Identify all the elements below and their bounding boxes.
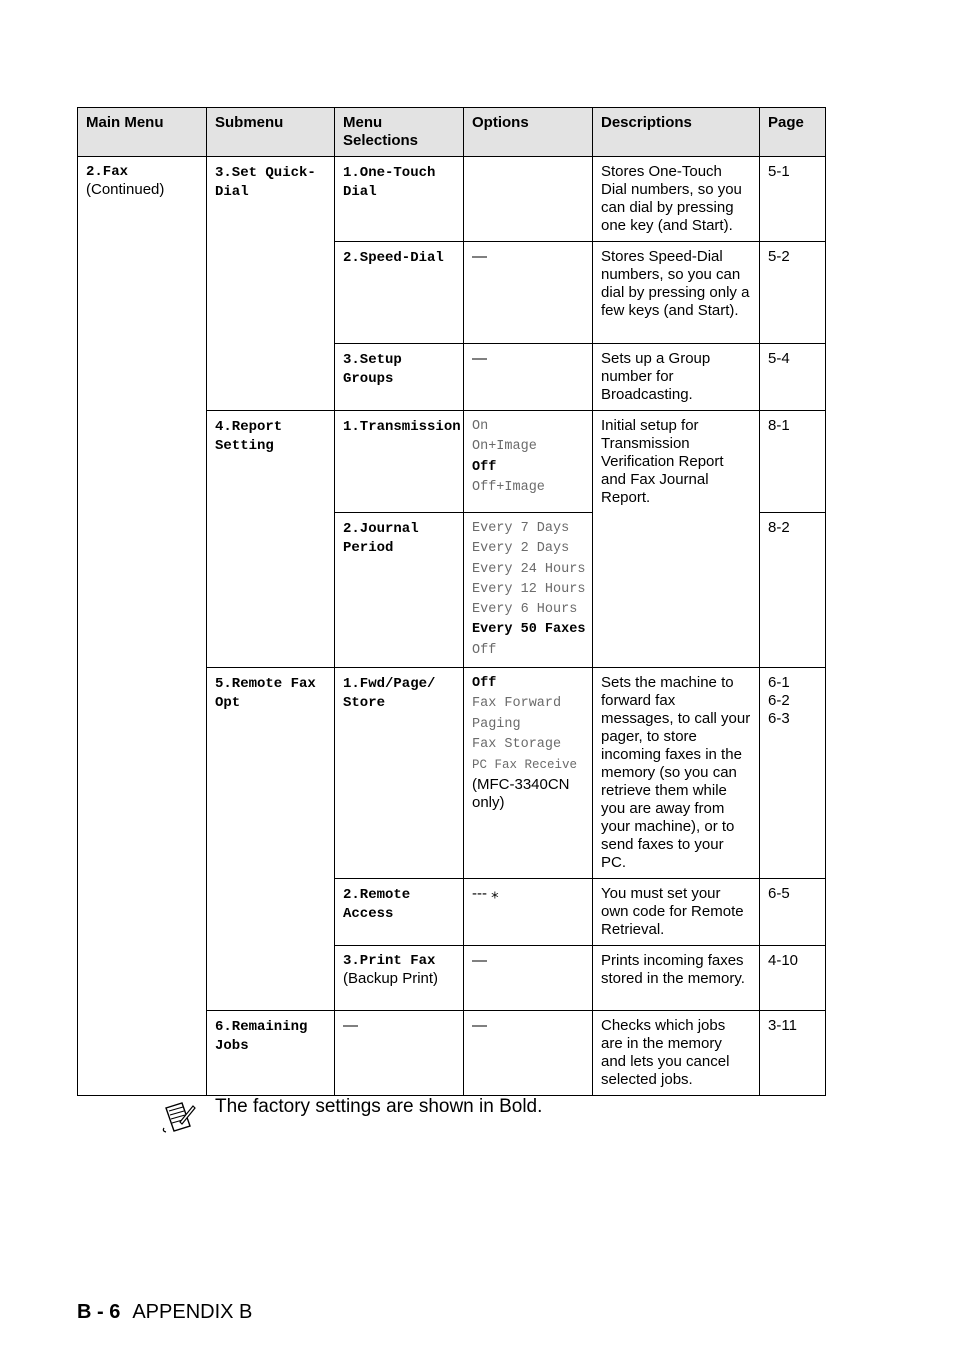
page-print-fax: 4-10	[760, 946, 826, 1011]
option-item: Every 6 Hours	[472, 602, 578, 618]
option-item: On+Image	[472, 439, 537, 455]
page-remote-access: 6-5	[760, 879, 826, 946]
main-menu-code: 2.Fax	[86, 164, 129, 180]
options-print-fax: —	[464, 946, 593, 1011]
options-fwd-page-store	[464, 668, 593, 879]
page-journal-period: 8-2	[760, 513, 826, 668]
options-note: (MFC-3340CN only)	[472, 775, 570, 811]
option-item: Off	[472, 642, 497, 658]
description-setup-groups: Sets up a Group number for Broadcasting.	[593, 344, 760, 411]
header-submenu: Submenu	[207, 108, 335, 157]
option-item: Off+Image	[472, 479, 545, 495]
options-remaining-jobs: —	[464, 1011, 593, 1096]
option-item: Fax Storage	[472, 736, 562, 752]
description-print-fax: Prints incoming faxes stored in the memory.	[593, 946, 760, 1011]
options-speed-dial: —	[464, 242, 593, 344]
options-transmission	[464, 411, 593, 513]
submenu-remote-fax-opt: 5.Remote Fax Opt	[207, 668, 335, 1011]
option-item: On	[472, 419, 489, 434]
selection-remaining-jobs: —	[335, 1011, 464, 1096]
options-setup-groups: —	[464, 344, 593, 411]
selection-remote-access: 2.Remote Access	[335, 879, 464, 946]
option-item: PC Fax Receive	[472, 758, 578, 773]
page-speed-dial: 5-2	[760, 242, 826, 344]
selection-journal-period: 2.Journal Period	[335, 513, 464, 668]
option-item: Paging	[472, 716, 521, 732]
selection-print-fax: 3.Print Fax (Backup Print)	[335, 946, 464, 1011]
header-options: Options	[464, 108, 593, 157]
page-one-touch: 5-1	[760, 157, 826, 242]
page-remaining-jobs: 3-11	[760, 1011, 826, 1096]
main-menu-cell	[78, 157, 207, 1096]
selection-one-touch: 1.One-Touch Dial	[335, 157, 464, 242]
options-remote-access: --- ⁎	[464, 879, 593, 946]
page-transmission: 8-1	[760, 411, 826, 513]
description-speed-dial: Stores Speed-Dial numbers, so you can dial by pressing only a few keys (and Start).	[593, 242, 760, 344]
header-descriptions: Descriptions	[593, 108, 760, 157]
option-item: Fax Forward	[472, 696, 562, 712]
section-title: APPENDIX B	[132, 1301, 253, 1323]
description-remote-access: You must set your own code for Remote Retrieval.	[593, 879, 760, 946]
description-remaining-jobs: Checks which jobs are in the memory and lets you cancel selected jobs.	[593, 1011, 760, 1096]
table-row	[78, 157, 826, 242]
option-item: Every 7 Days	[472, 521, 570, 536]
note-pad-icon	[160, 1098, 196, 1134]
selection-setup-groups: 3.Setup Groups	[335, 344, 464, 411]
selection-transmission: 1.Transmission	[335, 411, 464, 513]
submenu-report-setting: 4.Report Setting	[207, 411, 335, 668]
header-main-menu: Main Menu	[78, 108, 207, 157]
option-item: Every 24 Hours	[472, 561, 586, 577]
submenu-remaining-jobs: 6.Remaining Jobs	[207, 1011, 335, 1096]
note	[160, 1096, 860, 1136]
description-report-setting: Initial setup for Transmission Verification Report and Fax Journal Report.	[593, 411, 760, 668]
option-item: Every 12 Hours	[472, 581, 586, 597]
option-item-default: Off	[472, 676, 497, 692]
note-text: The factory settings are shown in Bold.	[215, 1096, 543, 1117]
page-number: B - 6	[77, 1301, 121, 1323]
header-row	[78, 108, 826, 157]
page-fwd-page-store: 6-1 6-2 6-3	[760, 668, 826, 879]
menu-table	[77, 107, 826, 1096]
selection-speed-dial: 2.Speed-Dial	[335, 242, 464, 344]
selection-fwd-page-store: 1.Fwd/Page/ Store	[335, 668, 464, 879]
option-item-default: Every 50 Faxes	[472, 622, 586, 638]
page-footer	[77, 1300, 252, 1324]
main-menu-note: (Continued)	[86, 181, 165, 198]
option-item-default: Off	[472, 459, 497, 475]
submenu-set-quick-dial: 3.Set Quick-Dial	[207, 157, 335, 411]
description-fwd-page-store: Sets the machine to forward fax messages, to call your pager, to store incoming faxes in the memory (so you can retrieve them while you are away from your machine), or to send faxes to your PC.	[593, 668, 760, 879]
header-page: Page	[760, 108, 826, 157]
options-one-touch	[464, 157, 593, 242]
options-journal-period	[464, 513, 593, 668]
header-menu-selections: Menu Selections	[335, 108, 464, 157]
description-one-touch: Stores One-Touch Dial numbers, so you can dial by pressing one key (and Start).	[593, 157, 760, 242]
option-item: Every 2 Days	[472, 541, 570, 557]
page-setup-groups: 5-4	[760, 344, 826, 411]
